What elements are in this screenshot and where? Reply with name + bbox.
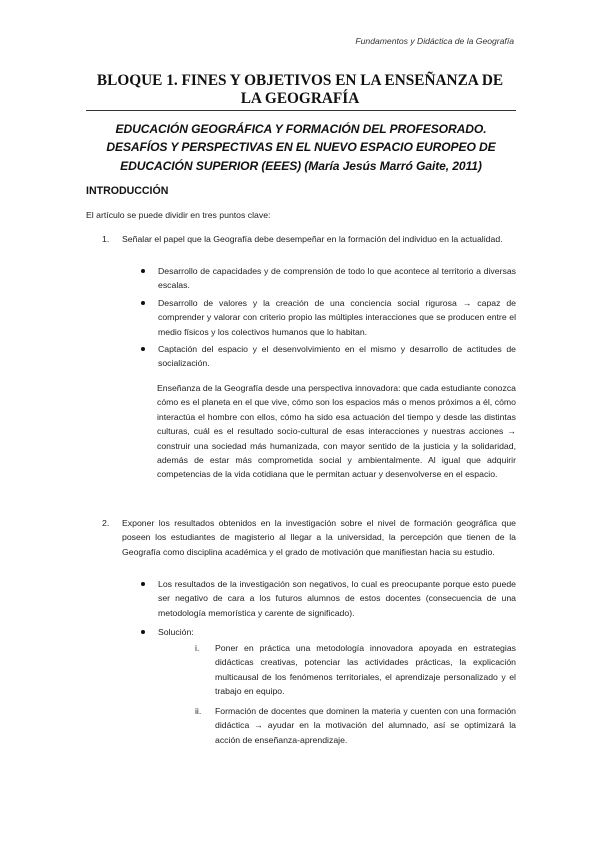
sub-item-numeral: ii. <box>195 706 202 716</box>
list-item-text: Exponer los resultados obtenidos en la investigación sobre el nivel de formación geográfica que poseen los estudiantes de magisterio al llegar a la universidad, la percepción que tienen de la Geografía como disciplina académica y el grado de motivación que manifiestan hacia su estudio. <box>122 518 516 557</box>
bullet-item <box>144 264 516 293</box>
bullet-text: Desarrollo de capacidades y de comprensión de todo lo que acontece al territorio a diversas escalas. <box>158 266 516 291</box>
bullet-text: Los resultados de la investigación son negativos, lo cual es preocupante porque esto puede ser negativo de cara a los futuros alumnos de estos docentes (consecuencia de una metodología memorística y carente de significado). <box>158 579 516 618</box>
bullet-icon <box>141 347 145 351</box>
bullet-item <box>144 296 516 339</box>
sub-item-ii <box>195 704 516 747</box>
section-heading: INTRODUCCIÓN <box>86 185 169 197</box>
bullet-icon <box>141 301 145 305</box>
bullet-item <box>144 625 516 639</box>
bullet-text: Solución: <box>158 627 194 637</box>
running-header: Fundamentos y Didáctica de la Geografía <box>355 36 514 46</box>
bullet-item <box>144 342 516 371</box>
bullet-icon <box>141 630 145 634</box>
bullet-item <box>144 577 516 620</box>
article-title: EDUCACIÓN GEOGRÁFICA Y FORMACIÓN DEL PROFESORADO. DESAFÍOS Y PERSPECTIVAS EN EL NUEVO ESPACIO EUROPEO DE EDUCACIÓN SUPERIOR (EEES) (María Jesús Marró Gaite, 2011) <box>106 122 496 173</box>
sub-item-i <box>195 641 516 699</box>
bullet-text: Desarrollo de valores y la creación de una conciencia social rigurosa → capaz de comprender y valorar con criterio propio las múltiples interacciones que se producen entre el medio físicos y los colectivos humanos que lo habitan. <box>158 298 516 337</box>
bullet-icon <box>141 269 145 273</box>
sub-item-text: Poner en práctica una metodología innovadora apoyada en estrategias didácticas creativas, potenciar las actividades prácticas, la explicación multicausal de los fenómenos territoriales, el aprendizaje personalizado y el trabajo en equipo. <box>215 643 516 697</box>
intro-text: El artículo se puede dividir en tres puntos clave: <box>86 210 271 220</box>
list-item-number: 1. <box>102 234 110 244</box>
sub-item-text: Formación de docentes que dominen la materia y cuenten con una formación didáctica → ayudar en la motivación del alumnado, así se optimizará la acción de enseñanza-aprendizaje. <box>215 706 516 745</box>
list-item-1 <box>102 232 516 246</box>
block-title: BLOQUE 1. FINES Y OBJETIVOS EN LA ENSEÑANZA DE LA GEOGRAFÍA <box>96 72 504 107</box>
body-paragraph: Enseñanza de la Geografía desde una perspectiva innovadora: que cada estudiante conozca cómo es el planeta en el que vive, cómo son los espacios más o menos próximos a él, cómo interactúa el hombre con ellos, cómo ha sido esa actuación del tiempo y desde las distintas culturas, cuál es el resultado socio-cultural de esas interacciones y nuestras acciones → construir una sociedad más humanizada, con mayor sentido de la justicia y la solidaridad, además de estar más comprometida social y ambientalmente. Al igual que adquirir competencias de la vida cotidiana que le permitan actuar y desenvolverse en el espacio. <box>157 383 516 480</box>
list-item-text: Señalar el papel que la Geografía debe desempeñar en la formación del individuo en la actualidad. <box>122 234 503 244</box>
list-item-2 <box>102 516 516 559</box>
sub-item-numeral: i. <box>195 643 200 653</box>
bullet-text: Captación del espacio y el desenvolvimiento en el mismo y desarrollo de actitudes de socialización. <box>158 344 516 369</box>
title-divider <box>86 110 516 111</box>
list-item-number: 2. <box>102 518 110 528</box>
bullet-icon <box>141 582 145 586</box>
